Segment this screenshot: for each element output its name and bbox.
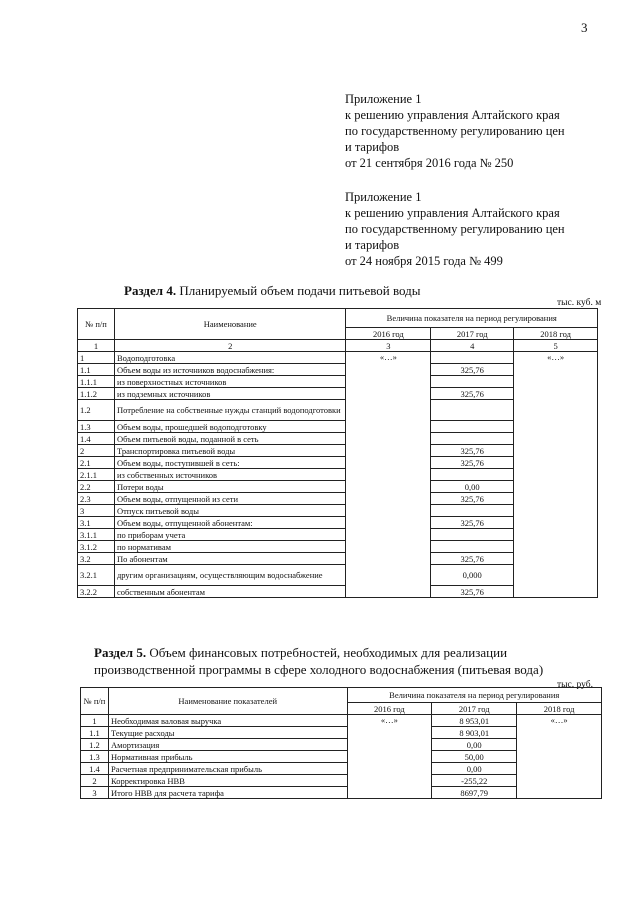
header-2017: 2017 год [432, 703, 517, 715]
section5-title-text: Объем финансовых потребностей, необходимых для реализации производственной программы в сфере холодного водоснабжения (питьевая вода) [94, 645, 544, 677]
row-num: 1 [78, 352, 115, 364]
value-2016: «…» [346, 352, 431, 598]
section5-table [80, 687, 602, 799]
row-num: 3 [78, 505, 115, 517]
value-2017: 0,00 [432, 763, 517, 775]
section4-table [77, 308, 598, 598]
row-num: 1.3 [81, 751, 109, 763]
value-2017: 8697,79 [432, 787, 517, 799]
section5-table-body [81, 715, 602, 799]
value-2017: 0,00 [431, 481, 514, 493]
annex-block-original [345, 189, 625, 269]
row-name: собственным абонентам [114, 586, 346, 598]
value-2017: 0,000 [431, 565, 514, 586]
value-2017: -255,22 [432, 775, 517, 787]
row-num: 3.2.1 [78, 565, 115, 586]
row-name: Амортизация [108, 739, 347, 751]
value-2017 [431, 352, 514, 364]
row-name: Итого НВВ для расчета тарифа [108, 787, 347, 799]
row-num: 3.1.1 [78, 529, 115, 541]
value-2017: 325,76 [431, 364, 514, 376]
annex-block-current [345, 91, 625, 171]
table-row [81, 715, 602, 727]
index-cell: 4 [431, 340, 514, 352]
row-num: 1.4 [78, 433, 115, 445]
row-name: Отпуск питьевой воды [114, 505, 346, 517]
header-2016: 2016 год [346, 328, 431, 340]
section4-title [124, 282, 421, 299]
row-num: 1.1 [78, 364, 115, 376]
annex-line: Приложение 1 [345, 190, 422, 204]
header-group: Величина показателя на период регулирования [347, 688, 602, 703]
annex-line: по государственному регулированию цен [345, 222, 565, 236]
header-2018: 2018 год [514, 328, 598, 340]
row-name: Объем воды, отпущенной из сети [114, 493, 346, 505]
value-2018: «…» [514, 352, 598, 598]
index-cell: 3 [346, 340, 431, 352]
annex-line: от 24 ноября 2015 года № 499 [345, 254, 503, 268]
row-num: 1 [81, 715, 109, 727]
row-num: 1.1.1 [78, 376, 115, 388]
value-2017 [431, 376, 514, 388]
value-2017 [431, 505, 514, 517]
annex-line: к решению управления Алтайского края [345, 206, 560, 220]
row-num: 2.1 [78, 457, 115, 469]
row-name: Объем воды, поступившей в сеть: [114, 457, 346, 469]
row-name: Нормативная прибыль [108, 751, 347, 763]
row-name: Текущие расходы [108, 727, 347, 739]
annex-line: Приложение 1 [345, 92, 422, 106]
header-2016: 2016 год [347, 703, 432, 715]
row-name: по приборам учета [114, 529, 346, 541]
header-group: Величина показателя на период регулирования [346, 309, 598, 328]
annex-line: и тарифов [345, 140, 400, 154]
annex-line: к решению управления Алтайского края [345, 108, 560, 122]
index-cell: 5 [514, 340, 598, 352]
page-number: 3 [581, 20, 588, 35]
value-2017: 325,76 [431, 517, 514, 529]
row-num: 1.2 [81, 739, 109, 751]
row-num: 1.1.2 [78, 388, 115, 400]
value-2017: 0,00 [432, 739, 517, 751]
index-cell: 1 [78, 340, 115, 352]
annex-line: по государственному регулированию цен [345, 124, 565, 138]
row-num: 2.1.1 [78, 469, 115, 481]
section4-unit: тыс. куб. м [557, 298, 602, 308]
value-2017: 50,00 [432, 751, 517, 763]
row-name: Объем воды, отпущенной абонентам: [114, 517, 346, 529]
value-2017 [431, 400, 514, 421]
row-name: из подземных источников [114, 388, 346, 400]
header-name: Наименование показателей [108, 688, 347, 715]
index-cell: 2 [114, 340, 346, 352]
value-2017 [431, 469, 514, 481]
value-2017: 325,76 [431, 493, 514, 505]
row-num: 3.1.2 [78, 541, 115, 553]
row-name: Корректировка НВВ [108, 775, 347, 787]
value-2017: 325,76 [431, 553, 514, 565]
section5-unit: тыс. руб. [557, 680, 593, 690]
row-num: 1.3 [78, 421, 115, 433]
row-num: 2.3 [78, 493, 115, 505]
row-name: по нормативам [114, 541, 346, 553]
header-num: № п/п [78, 309, 115, 340]
value-2017 [431, 529, 514, 541]
section5-label: Раздел 5. [94, 645, 147, 660]
section4-title-text: Планируемый объем подачи питьевой воды [179, 283, 421, 298]
value-2017: 8 903,01 [432, 727, 517, 739]
header-2017: 2017 год [431, 328, 514, 340]
header-2018: 2018 год [517, 703, 602, 715]
annex-line: от 21 сентября 2016 года № 250 [345, 156, 514, 170]
header-num: № п/п [81, 688, 109, 715]
row-name: Водоподготовка [114, 352, 346, 364]
row-num: 1.4 [81, 763, 109, 775]
value-2017: 8 953,01 [432, 715, 517, 727]
row-name: из собственных источников [114, 469, 346, 481]
value-2017 [431, 421, 514, 433]
row-name: Необходимая валовая выручка [108, 715, 347, 727]
table-row [78, 352, 598, 364]
row-num: 3.1 [78, 517, 115, 529]
value-2017 [431, 433, 514, 445]
row-name: Потребление на собственные нужды станций водоподготовки [114, 400, 346, 421]
row-num: 3 [81, 787, 109, 799]
row-name: Объем воды из источников водоснабжения: [114, 364, 346, 376]
row-name: Объем воды, прошедшей водоподготовку [114, 421, 346, 433]
annex-line: и тарифов [345, 238, 400, 252]
row-name: Расчетная предпринимательская прибыль [108, 763, 347, 775]
row-name: По абонентам [114, 553, 346, 565]
row-name: другим организациям, осуществляющим водоснабжение [114, 565, 346, 586]
row-num: 3.2.2 [78, 586, 115, 598]
value-2018: «…» [517, 715, 602, 799]
row-name: Транспортировка питьевой воды [114, 445, 346, 457]
section4-table-body [78, 352, 598, 598]
row-num: 2.2 [78, 481, 115, 493]
row-num: 1.2 [78, 400, 115, 421]
row-num: 2 [81, 775, 109, 787]
section5-title [94, 644, 594, 678]
value-2017: 325,76 [431, 445, 514, 457]
header-name: Наименование [114, 309, 346, 340]
row-name: Объем питьевой воды, поданной в сеть [114, 433, 346, 445]
value-2016: «…» [347, 715, 432, 799]
row-name: Потери воды [114, 481, 346, 493]
row-num: 3.2 [78, 553, 115, 565]
row-name: из поверхностных источников [114, 376, 346, 388]
value-2017: 325,76 [431, 388, 514, 400]
value-2017: 325,76 [431, 586, 514, 598]
value-2017: 325,76 [431, 457, 514, 469]
row-num: 1.1 [81, 727, 109, 739]
section4-label: Раздел 4. [124, 283, 177, 298]
row-num: 2 [78, 445, 115, 457]
value-2017 [431, 541, 514, 553]
